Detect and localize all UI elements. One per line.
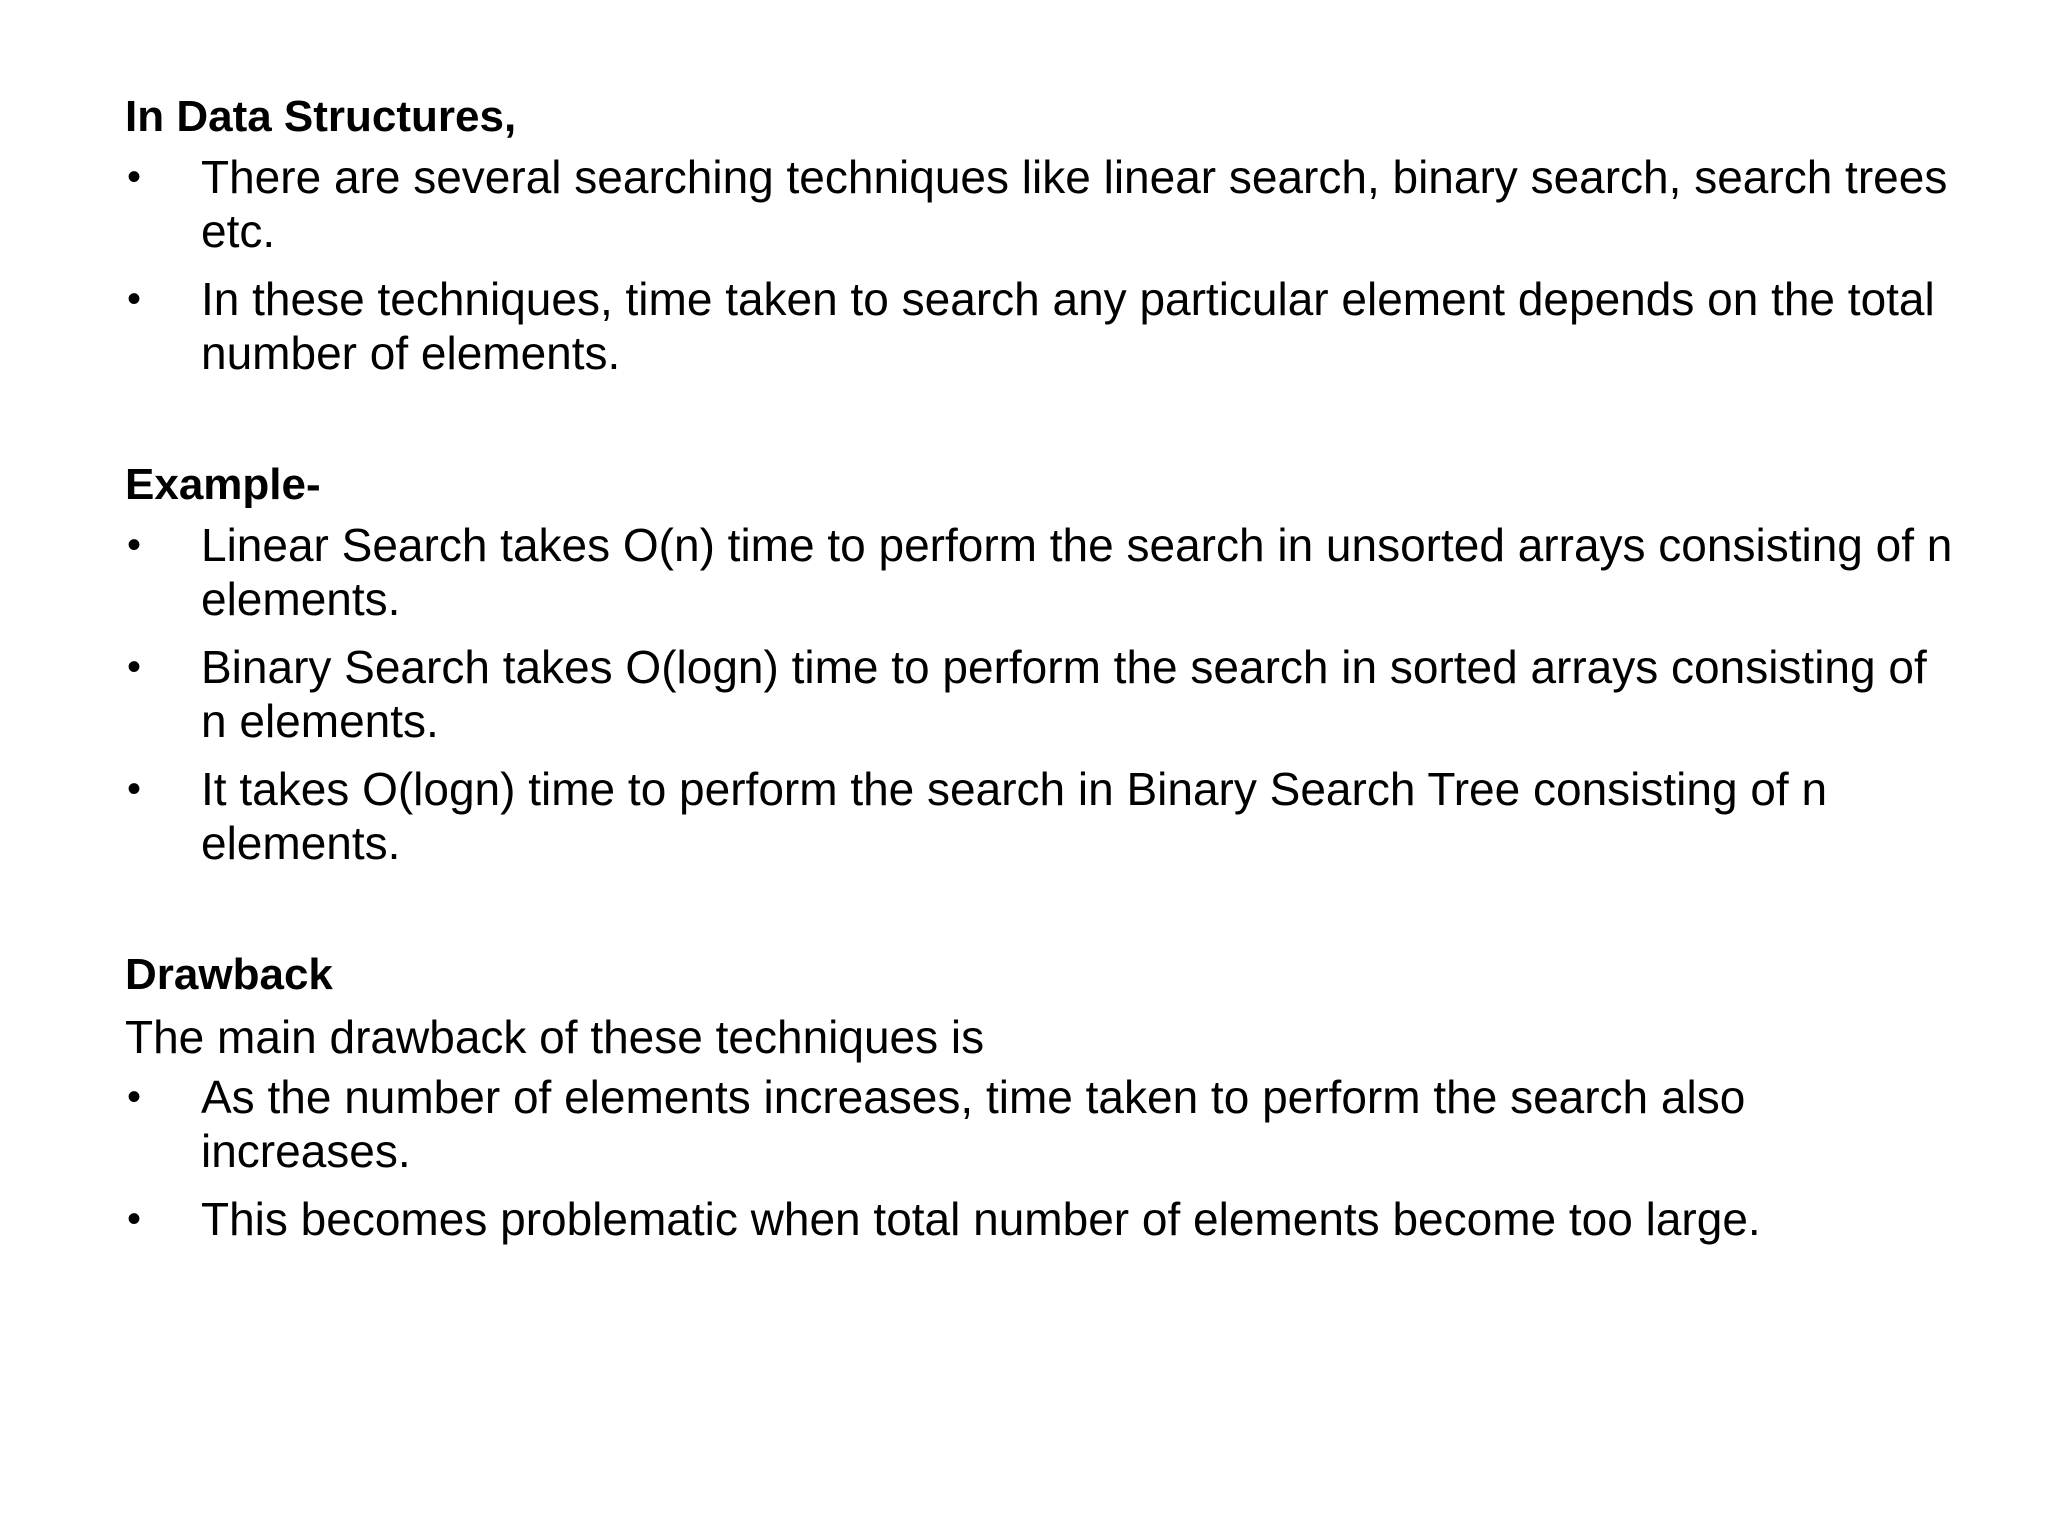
bullet-icon: • — [127, 767, 142, 811]
bullet-icon: • — [127, 155, 142, 199]
bullet-text: It takes O(logn) time to perform the search in Binary Search Tree consisting of n elements. — [201, 763, 1828, 869]
section-heading-drawback: Drawback — [125, 950, 333, 999]
bullet-item — [125, 640, 1955, 748]
bullet-icon: • — [127, 277, 142, 321]
bullet-text: Linear Search takes O(n) time to perform the search in unsorted arrays consisting of n elements. — [201, 519, 1953, 625]
section-heading-data-structures: In Data Structures, — [125, 92, 517, 141]
slide-content — [125, 88, 1955, 1260]
bullet-icon: • — [127, 1075, 142, 1119]
section-heading-example: Example- — [125, 460, 321, 509]
bullet-item — [125, 150, 1955, 258]
bullet-icon: • — [127, 645, 142, 689]
bullet-icon: • — [127, 523, 142, 567]
bullet-text: There are several searching techniques like linear search, binary search, search trees etc. — [201, 151, 1948, 257]
bullet-item — [125, 518, 1955, 626]
bullet-icon: • — [127, 1197, 142, 1241]
bullet-text: Binary Search takes O(logn) time to perform the search in sorted arrays consisting of n elements. — [201, 641, 1927, 747]
bullet-text: This becomes problematic when total number of elements become too large. — [201, 1193, 1761, 1245]
bullet-item — [125, 1070, 1955, 1178]
bullet-list-example — [125, 518, 1955, 870]
bullet-item — [125, 762, 1955, 870]
bullet-text: As the number of elements increases, time taken to perform the search also increases. — [201, 1071, 1746, 1177]
drawback-intro-text: The main drawback of these techniques is — [125, 1011, 985, 1063]
bullet-list-drawback — [125, 1070, 1955, 1246]
bullet-item — [125, 272, 1955, 380]
bullet-list-data-structures — [125, 150, 1955, 380]
bullet-item — [125, 1192, 1955, 1246]
bullet-text: In these techniques, time taken to search any particular element depends on the total number of elements. — [201, 273, 1935, 379]
